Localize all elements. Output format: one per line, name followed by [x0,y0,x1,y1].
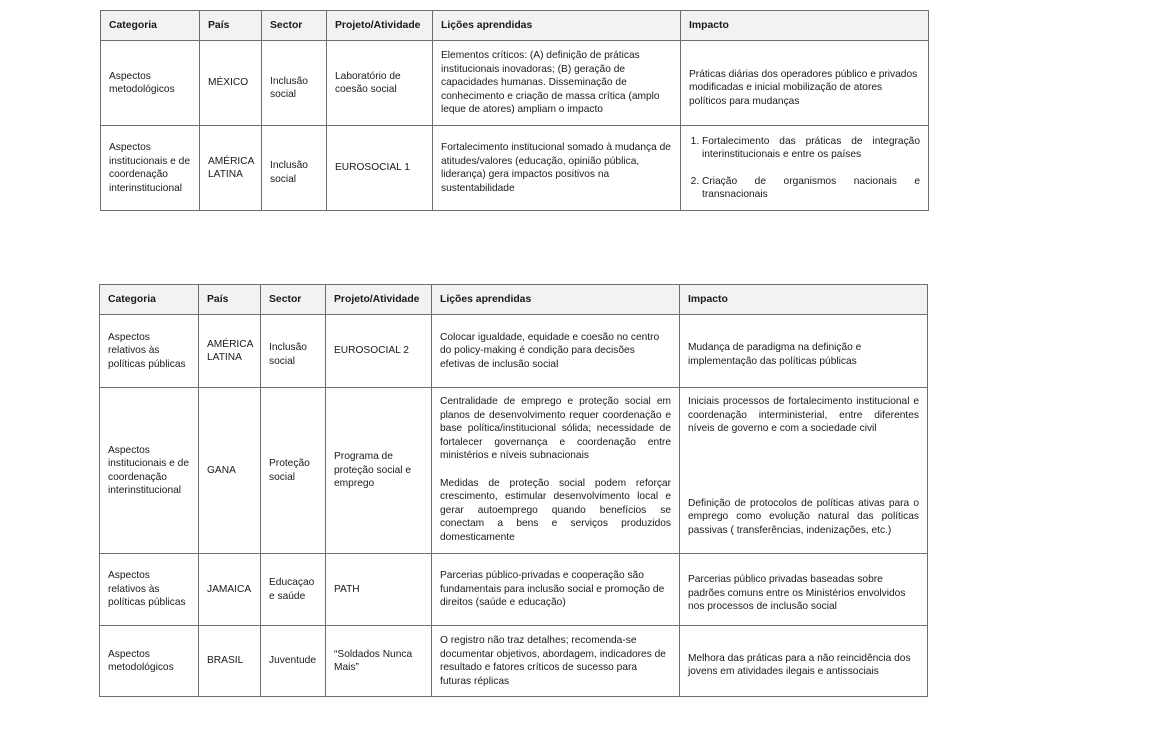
cell-sector: Educaçao e saúde [261,554,326,626]
cell-categoria: Aspectos relativos às políticas públicas [100,554,199,626]
impacto-list [689,135,920,202]
cell-licoes: Colocar igualdade, equidade e coesão no centro do policy-making é condição para decisões efetivas de inclusão social [432,315,680,388]
cell-impacto: Melhora das práticas para a não reincidência dos jovens em atividades ilegais e antissociais [680,626,928,697]
cell-categoria: Aspectos institucionais e de coordenação interinstitucional [100,388,199,554]
header-sector: Sector [262,11,327,41]
table-row [100,626,928,697]
header-categoria: Categoria [101,11,200,41]
cell-pais: AMÉRICA LATINA [199,315,261,388]
cell-pais: GANA [199,388,261,554]
impacto-paragraph-2: Definição de protocolos de políticas ativas para o emprego como evolução natural das políticas passivas ( transferências, indenizações, etc.) [688,497,919,536]
table-row [101,41,929,126]
lessons-table-1 [100,10,929,211]
header-categoria: Categoria [100,285,199,315]
cell-impacto [681,126,929,211]
cell-projeto: Programa de proteção social e emprego [326,388,432,554]
cell-licoes: O registro não traz detalhes; recomenda-se documentar objetivos, abordagem, indicadores de resultado e fatores críticos de sucesso para futuras réplicas [432,626,680,697]
cell-sector: Inclusão social [262,126,327,211]
licoes-paragraph-2: Medidas de proteção social podem reforçar crescimento, estimular desenvolvimento local e gerar autoemprego quando benefícios se conectam a bens e serviços produzidos domesticamente [440,477,671,543]
cell-pais: BRASIL [199,626,261,697]
cell-licoes: Parcerias público-privadas e cooperação são fundamentais para inclusão social e promoção de direitos (saúde e educação) [432,554,680,626]
table-header-row [100,285,928,315]
licoes-paragraph-1: Centralidade de emprego e proteção social em planos de desenvolvimento requer coordenação e base política/institucional sólida; necessidade de fortalecer governança e coordenação entre ministérios e níveis subnacionais [440,396,671,461]
header-sector: Sector [261,285,326,315]
cell-impacto: Práticas diárias dos operadores público e privados modificadas e inicial mobilização de atores políticos para mudanças [681,41,929,126]
lessons-table-2 [99,284,928,697]
header-impacto: Impacto [680,285,928,315]
table-row [100,388,928,554]
cell-licoes [432,388,680,554]
cell-sector: Proteção social [261,388,326,554]
table-row [101,126,929,211]
impacto-paragraph-1: Iniciais processos de fortalecimento institucional e coordenação interministerial, entre diferentes níveis de governo e com a sociedade civil [688,396,919,434]
header-pais: País [200,11,262,41]
cell-sector: Juventude [261,626,326,697]
cell-sector: Inclusão social [261,315,326,388]
cell-categoria: Aspectos metodológicos [100,626,199,697]
header-projeto: Projeto/Atividade [327,11,433,41]
cell-licoes: Fortalecimento institucional somado à mudança de atitudes/valores (educação, opinião pública, liderança) gera impactos positivos na sustentabilidade [433,126,681,211]
cell-impacto: Mudança de paradigma na definição e implementação das políticas públicas [680,315,928,388]
cell-pais: MÉXICO [200,41,262,126]
cell-projeto: Laboratório de coesão social [327,41,433,126]
header-projeto: Projeto/Atividade [326,285,432,315]
cell-categoria: Aspectos metodológicos [101,41,200,126]
cell-categoria: Aspectos relativos às políticas públicas [100,315,199,388]
header-impacto: Impacto [681,11,929,41]
cell-pais: JAMAICA [199,554,261,626]
cell-impacto: Parcerias público privadas baseadas sobre padrões comuns entre os Ministérios envolvidos nos processos de inclusão social [680,554,928,626]
cell-pais: AMÉRICA LATINA [200,126,262,211]
cell-licoes: Elementos críticos: (A) definição de práticas institucionais inovadoras; (B) geração de capacidades humanas. Disseminação de conhecimento e criação de massa crítica (amplo leque de atores) ampliam o impacto [433,41,681,126]
list-item: 1. Fortalecimento das práticas de integração interinstitucionais e entre os países [702,135,920,162]
table-header-row [101,11,929,41]
cell-projeto: EUROSOCIAL 1 [327,126,433,211]
cell-projeto: PATH [326,554,432,626]
cell-projeto: “Soldados Nunca Mais” [326,626,432,697]
header-licoes: Lições aprendidas [432,285,680,315]
table-row [100,315,928,388]
header-pais: País [199,285,261,315]
cell-sector: Inclusão social [262,41,327,126]
cell-categoria: Aspectos institucionais e de coordenação interinstitucional [101,126,200,211]
table-row [100,554,928,626]
cell-impacto [680,388,928,554]
list-item: 2. Criação de organismos nacionais e transnacionais [702,175,920,202]
header-licoes: Lições aprendidas [433,11,681,41]
cell-projeto: EUROSOCIAL 2 [326,315,432,388]
